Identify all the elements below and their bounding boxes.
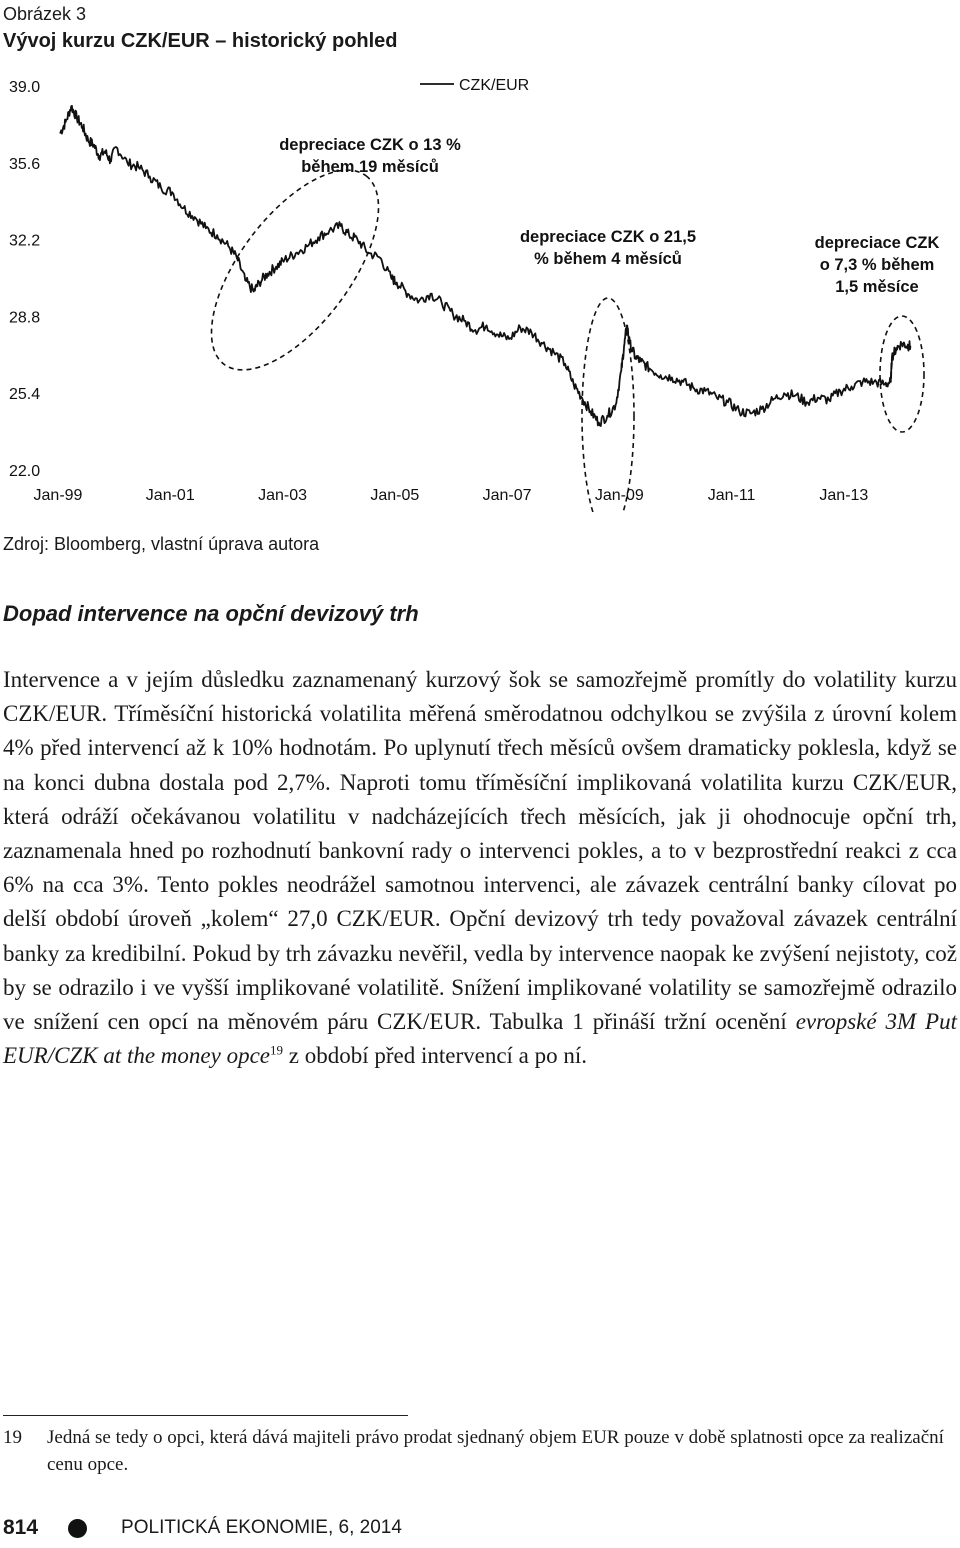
exchange-rate-chart xyxy=(0,62,960,512)
footnote-number: 19 xyxy=(3,1427,22,1448)
highlight-ellipse xyxy=(880,316,924,432)
figure-label: Obrázek 3 xyxy=(3,4,87,24)
x-tick-label: Jan-03 xyxy=(258,487,307,504)
journal-name: POLITICKÁ EKONOMIE, 6, 2014 xyxy=(121,1517,402,1538)
footnote-text: Jedná se tedy o opci, která dává majiteli právo prodat sjednaný objem EUR pouze v době splatnosti opce za realizační cenu opce. xyxy=(47,1427,944,1475)
x-tick-label: Jan-09 xyxy=(594,487,644,504)
x-tick-label: Jan-05 xyxy=(370,487,420,504)
footnote xyxy=(3,1424,957,1478)
annotation-text: depreciace CZK xyxy=(814,234,940,252)
page-number: 814 xyxy=(3,1516,39,1539)
option-name: evropské 3M Put EUR/CZK at the money opce xyxy=(3,1009,958,1069)
x-tick-label: Jan-07 xyxy=(482,487,532,504)
section-title: Dopad intervence na opční devizový trh xyxy=(3,601,419,626)
page-footer xyxy=(3,1508,402,1548)
annotation-text: depreciace CZK o 13 % xyxy=(279,136,461,154)
body-paragraph xyxy=(3,663,957,1073)
legend-label: CZK/EUR xyxy=(459,77,530,94)
annotation-text: během 19 měsíců xyxy=(301,158,439,176)
body-text-end: z období před intervencí a po ní. xyxy=(283,1043,588,1069)
footnote-rule xyxy=(3,1415,408,1416)
annotation-text: o 7,3 % během xyxy=(819,256,935,274)
body-text-main: Intervence a v jejím důsledku zaznamenaný kurzový šok se samozřejmě promítly do volatility kurzu CZK/EUR. Tříměsíční historická volatilita měřená směrodatnou odchylkou se zvýšila z úrovní kolem 4% před intervencí až k 10% hodnotám. Po uplynutí třech měsíců ovšem dramaticky poklesla, když se na konci dubna dostala pod 2,7%. Naproti tomu tříměsíční implikovaná volatilita kurzu CZK/EUR, která odráží očekávanou volatilitu v nadcházejících třech měsících, jak ji ohodnocuje opční trh, zaznamenala hned po rozhodnutí bankovní rady o intervenci pokles, a to v bezprostřední reakci z cca 6% na cca 3%. Tento pokles neodrážel samotnou intervenci, ale závazek centrální banky cílovat po delší období úroveň „kolem“ 27,0 CZK/EUR. Opční devizový trh tedy považoval závazek centrální banky za kredibilní. Pokud by trh závazku nevěřil, vedla by intervence naopak ke zvýšení nejistoty, což by se odrazilo i ve vyšší implikované volatilitě. Snížení implikované volatility se samozřejmě odrazilo ve snížení cen opcí na měnovém páru CZK/EUR. Tabulka 1 přináší tržní ocenění xyxy=(3,667,957,1035)
y-tick-label: 28.8 xyxy=(9,309,41,327)
x-tick-label: Jan-13 xyxy=(819,487,869,504)
x-tick-label: Jan-99 xyxy=(33,487,83,504)
x-tick-label: Jan-11 xyxy=(707,487,756,504)
y-tick-label: 39.0 xyxy=(9,79,41,96)
y-tick-label: 35.6 xyxy=(9,155,41,173)
y-tick-label: 22.0 xyxy=(9,463,41,480)
annotation-text: % během 4 měsíců xyxy=(534,250,682,268)
y-tick-label: 25.4 xyxy=(9,386,41,404)
annotation-text: depreciace CZK o 21,5 xyxy=(519,228,697,246)
figure-title: Vývoj kurzu CZK/EUR – historický pohled xyxy=(3,30,398,52)
y-tick-label: 32.2 xyxy=(9,232,41,250)
highlight-ellipse xyxy=(180,143,410,398)
series-line-czk-eur xyxy=(60,106,910,426)
x-tick-label: Jan-01 xyxy=(145,487,195,504)
body-text xyxy=(3,663,957,1073)
footnote-reference: 19 xyxy=(270,1042,284,1058)
bullet-icon xyxy=(68,1519,87,1538)
annotation-text: 1,5 měsíce xyxy=(835,278,919,296)
figure-source: Zdroj: Bloomberg, vlastní úprava autora xyxy=(3,534,320,554)
